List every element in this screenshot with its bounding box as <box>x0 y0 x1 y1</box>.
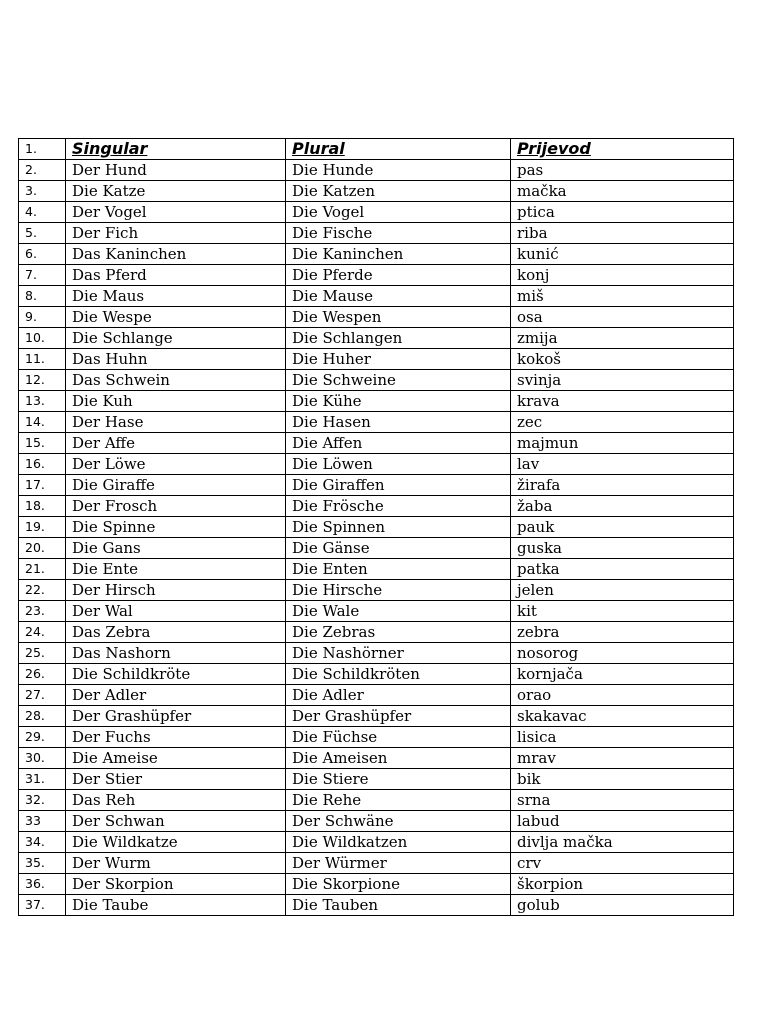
singular-cell: Das Huhn <box>66 349 286 370</box>
table-row <box>19 811 734 832</box>
plural-cell: Die Gänse <box>286 538 511 559</box>
translation-cell: orao <box>511 685 734 706</box>
singular-cell: Die Schildkröte <box>66 664 286 685</box>
table-row <box>19 454 734 475</box>
plural-cell: Die Rehe <box>286 790 511 811</box>
plural-cell: Die Hirsche <box>286 580 511 601</box>
row-number: 15. <box>19 433 66 454</box>
row-number: 30. <box>19 748 66 769</box>
table-row <box>19 538 734 559</box>
plural-cell: Der Würmer <box>286 853 511 874</box>
singular-cell: Der Frosch <box>66 496 286 517</box>
table-row <box>19 874 734 895</box>
row-number: 37. <box>19 895 66 916</box>
translation-cell: zec <box>511 412 734 433</box>
table-row <box>19 685 734 706</box>
row-number: 27. <box>19 685 66 706</box>
translation-cell: patka <box>511 559 734 580</box>
translation-cell: divlja mačka <box>511 832 734 853</box>
row-number: 22. <box>19 580 66 601</box>
plural-cell: Die Katzen <box>286 181 511 202</box>
singular-cell: Die Katze <box>66 181 286 202</box>
row-number: 26. <box>19 664 66 685</box>
translation-cell: skakavac <box>511 706 734 727</box>
translation-cell: lav <box>511 454 734 475</box>
translation-cell: golub <box>511 895 734 916</box>
row-number: 16. <box>19 454 66 475</box>
row-number: 23. <box>19 601 66 622</box>
table-row <box>19 895 734 916</box>
plural-cell: Die Hunde <box>286 160 511 181</box>
plural-cell: Die Kaninchen <box>286 244 511 265</box>
row-number: 34. <box>19 832 66 853</box>
table-row <box>19 517 734 538</box>
translation-cell: pas <box>511 160 734 181</box>
singular-cell: Der Hirsch <box>66 580 286 601</box>
plural-cell: Die Spinnen <box>286 517 511 538</box>
table-row <box>19 433 734 454</box>
plural-cell: Die Ameisen <box>286 748 511 769</box>
plural-cell: Die Giraffen <box>286 475 511 496</box>
row-number: 25. <box>19 643 66 664</box>
singular-cell: Der Hund <box>66 160 286 181</box>
row-number: 35. <box>19 853 66 874</box>
plural-cell: Die Adler <box>286 685 511 706</box>
header-row <box>19 139 734 160</box>
table-row <box>19 769 734 790</box>
table-row <box>19 601 734 622</box>
singular-cell: Der Stier <box>66 769 286 790</box>
row-number: 12. <box>19 370 66 391</box>
table-body <box>19 139 734 916</box>
header-number: 1. <box>19 139 66 160</box>
table-row <box>19 391 734 412</box>
plural-cell: Die Schildkröten <box>286 664 511 685</box>
singular-cell: Das Schwein <box>66 370 286 391</box>
translation-cell: nosorog <box>511 643 734 664</box>
row-number: 24. <box>19 622 66 643</box>
plural-cell: Die Zebras <box>286 622 511 643</box>
row-number: 11. <box>19 349 66 370</box>
plural-cell: Die Wespen <box>286 307 511 328</box>
translation-cell: kunić <box>511 244 734 265</box>
singular-cell: Die Ameise <box>66 748 286 769</box>
plural-cell: Der Schwäne <box>286 811 511 832</box>
singular-cell: Der Hase <box>66 412 286 433</box>
translation-cell: guska <box>511 538 734 559</box>
translation-cell: miš <box>511 286 734 307</box>
plural-cell: Die Skorpione <box>286 874 511 895</box>
singular-cell: Der Vogel <box>66 202 286 223</box>
singular-cell: Der Grashüpfer <box>66 706 286 727</box>
table-row <box>19 349 734 370</box>
translation-cell: kokoš <box>511 349 734 370</box>
table-row <box>19 307 734 328</box>
singular-cell: Der Skorpion <box>66 874 286 895</box>
row-number: 17. <box>19 475 66 496</box>
table-row <box>19 202 734 223</box>
singular-cell: Der Schwan <box>66 811 286 832</box>
row-number: 6. <box>19 244 66 265</box>
table-row <box>19 370 734 391</box>
translation-cell: pauk <box>511 517 734 538</box>
plural-cell: Die Schweine <box>286 370 511 391</box>
row-number: 13. <box>19 391 66 412</box>
table-row <box>19 664 734 685</box>
table-row <box>19 265 734 286</box>
singular-cell: Die Taube <box>66 895 286 916</box>
translation-cell: lisica <box>511 727 734 748</box>
plural-cell: Die Tauben <box>286 895 511 916</box>
translation-cell: bik <box>511 769 734 790</box>
table-row <box>19 853 734 874</box>
row-number: 2. <box>19 160 66 181</box>
table-row <box>19 223 734 244</box>
singular-cell: Das Zebra <box>66 622 286 643</box>
plural-cell: Die Nashörner <box>286 643 511 664</box>
singular-cell: Die Giraffe <box>66 475 286 496</box>
plural-cell: Die Wale <box>286 601 511 622</box>
plural-cell: Die Kühe <box>286 391 511 412</box>
table-row <box>19 475 734 496</box>
translation-cell: riba <box>511 223 734 244</box>
singular-cell: Der Fich <box>66 223 286 244</box>
table-row <box>19 748 734 769</box>
row-number: 14. <box>19 412 66 433</box>
translation-cell: žirafa <box>511 475 734 496</box>
row-number: 28. <box>19 706 66 727</box>
translation-cell: ptica <box>511 202 734 223</box>
translation-cell: crv <box>511 853 734 874</box>
plural-cell: Die Vogel <box>286 202 511 223</box>
plural-cell: Der Grashüpfer <box>286 706 511 727</box>
row-number: 19. <box>19 517 66 538</box>
translation-cell: mrav <box>511 748 734 769</box>
singular-cell: Der Wal <box>66 601 286 622</box>
singular-cell: Die Schlange <box>66 328 286 349</box>
translation-cell: jelen <box>511 580 734 601</box>
plural-cell: Die Fische <box>286 223 511 244</box>
table-row <box>19 580 734 601</box>
translation-cell: svinja <box>511 370 734 391</box>
translation-cell: srna <box>511 790 734 811</box>
translation-cell: žaba <box>511 496 734 517</box>
plural-cell: Die Frösche <box>286 496 511 517</box>
singular-cell: Die Ente <box>66 559 286 580</box>
singular-cell: Das Reh <box>66 790 286 811</box>
row-number: 10. <box>19 328 66 349</box>
singular-cell: Das Pferd <box>66 265 286 286</box>
singular-cell: Der Löwe <box>66 454 286 475</box>
singular-cell: Der Wurm <box>66 853 286 874</box>
singular-cell: Die Wespe <box>66 307 286 328</box>
row-number: 3. <box>19 181 66 202</box>
table-row <box>19 622 734 643</box>
translation-cell: labud <box>511 811 734 832</box>
translation-cell: mačka <box>511 181 734 202</box>
translation-cell: škorpion <box>511 874 734 895</box>
translation-cell: konj <box>511 265 734 286</box>
row-number: 5. <box>19 223 66 244</box>
table-row <box>19 706 734 727</box>
vocabulary-table <box>18 138 734 916</box>
plural-cell: Die Löwen <box>286 454 511 475</box>
header-singular: Singular <box>66 139 286 160</box>
table-row <box>19 412 734 433</box>
row-number: 20. <box>19 538 66 559</box>
singular-cell: Der Adler <box>66 685 286 706</box>
table-row <box>19 244 734 265</box>
row-number: 29. <box>19 727 66 748</box>
row-number: 7. <box>19 265 66 286</box>
singular-cell: Die Spinne <box>66 517 286 538</box>
singular-cell: Die Wildkatze <box>66 832 286 853</box>
plural-cell: Die Füchse <box>286 727 511 748</box>
row-number: 32. <box>19 790 66 811</box>
translation-cell: kornjača <box>511 664 734 685</box>
plural-cell: Die Pferde <box>286 265 511 286</box>
plural-cell: Die Hasen <box>286 412 511 433</box>
row-number: 4. <box>19 202 66 223</box>
table-row <box>19 832 734 853</box>
singular-cell: Die Gans <box>66 538 286 559</box>
plural-cell: Die Huher <box>286 349 511 370</box>
table-row <box>19 496 734 517</box>
singular-cell: Das Kaninchen <box>66 244 286 265</box>
singular-cell: Der Affe <box>66 433 286 454</box>
table-row <box>19 181 734 202</box>
plural-cell: Die Mause <box>286 286 511 307</box>
row-number: 21. <box>19 559 66 580</box>
translation-cell: osa <box>511 307 734 328</box>
table-row <box>19 286 734 307</box>
row-number: 36. <box>19 874 66 895</box>
row-number: 18. <box>19 496 66 517</box>
translation-cell: kit <box>511 601 734 622</box>
table-row <box>19 328 734 349</box>
plural-cell: Die Affen <box>286 433 511 454</box>
table-row <box>19 727 734 748</box>
translation-cell: krava <box>511 391 734 412</box>
row-number: 9. <box>19 307 66 328</box>
plural-cell: Die Schlangen <box>286 328 511 349</box>
row-number: 31. <box>19 769 66 790</box>
table-row <box>19 643 734 664</box>
translation-cell: zebra <box>511 622 734 643</box>
singular-cell: Die Maus <box>66 286 286 307</box>
header-translation: Prijevod <box>511 139 734 160</box>
plural-cell: Die Wildkatzen <box>286 832 511 853</box>
plural-cell: Die Stiere <box>286 769 511 790</box>
singular-cell: Die Kuh <box>66 391 286 412</box>
row-number: 8. <box>19 286 66 307</box>
table-row <box>19 160 734 181</box>
singular-cell: Der Fuchs <box>66 727 286 748</box>
table-row <box>19 559 734 580</box>
singular-cell: Das Nashorn <box>66 643 286 664</box>
plural-cell: Die Enten <box>286 559 511 580</box>
header-plural: Plural <box>286 139 511 160</box>
row-number: 33 <box>19 811 66 832</box>
translation-cell: zmija <box>511 328 734 349</box>
table-row <box>19 790 734 811</box>
translation-cell: majmun <box>511 433 734 454</box>
